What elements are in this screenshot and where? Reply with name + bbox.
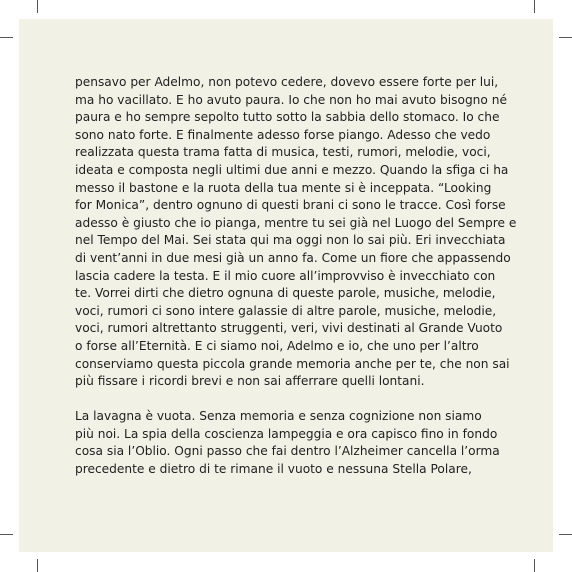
crop-mark-bottom-left: [37, 559, 38, 572]
text-line: sono nato forte. E finalmente adesso forse piango. Adesso che vedo: [75, 127, 491, 142]
text-line: adesso è giusto che io pianga, mentre tu sei già nel Luogo del Sempre e: [75, 215, 517, 230]
crop-mark-top-right: [534, 0, 535, 13]
text-line: ma ho vacillato. E ho avuto paura. Io che non ho mai avuto bisogno né: [75, 92, 507, 107]
text-line: paura e ho sempre sepolto tutto sotto la sabbia dello stomaco. Io che: [75, 110, 500, 125]
body-text: [75, 74, 515, 479]
crop-mark-right-top: [559, 37, 572, 38]
text-line: precedente e dietro di te rimane il vuoto e nessuna Stella Polare,: [75, 462, 472, 477]
text-line: La lavagna è vuota. Senza memoria e senza cognizione non siamo: [75, 409, 482, 424]
text-line: più fissare i ricordi brevi e non sai afferrare quelli lontani.: [75, 374, 425, 389]
crop-mark-bottom-right: [534, 559, 535, 572]
text-line: o forse all’Eternità. E ci siamo noi, Adelmo e io, che uno per l’altro: [75, 338, 479, 353]
text-line: ideata e composta negli ultimi due anni e mezzo. Quando la sfiga ci ha: [75, 162, 509, 177]
text-line: lascia cadere la testa. E il mio cuore all’improvviso è invecchiato con: [75, 268, 496, 283]
text-line: più noi. La spia della coscienza lampeggia e ora capisco fino in fondo: [75, 426, 498, 441]
text-line: te. Vorrei dirti che dietro ognuna di queste parole, musiche, melodie,: [75, 286, 496, 301]
text-line: realizzata questa trama fatta di musica, testi, rumori, melodie, voci,: [75, 145, 491, 160]
text-line: voci, rumori ci sono intere galassie di altre parole, musiche, melodie,: [75, 303, 497, 318]
paragraph: [75, 408, 515, 478]
paragraph-gap: [75, 391, 515, 409]
text-line: di vent’anni in due mesi già un anno fa. Come un fiore che appassendo: [75, 250, 511, 265]
text-line: for Monica”, dentro ognuno di questi brani ci sono le tracce. Così forse: [75, 198, 506, 213]
crop-mark-right-bottom: [559, 534, 572, 535]
text-line: voci, rumori altrettanto struggenti, veri, vivi destinati al Grande Vuoto: [75, 321, 503, 336]
crop-mark-left-bottom: [0, 534, 13, 535]
crop-mark-top-left: [37, 0, 38, 13]
text-line: messo il bastone e la ruota della tua mente si è inceppata. “Looking: [75, 180, 492, 195]
text-line: conserviamo questa piccola grande memoria anche per te, che non sai: [75, 356, 510, 371]
crop-mark-left-top: [0, 37, 13, 38]
text-line: nel Tempo del Mai. Sei stata qui ma oggi non lo sai più. Eri invecchiata: [75, 233, 506, 248]
paragraph: [75, 74, 515, 391]
text-line: pensavo per Adelmo, non potevo cedere, dovevo essere forte per lui,: [75, 75, 499, 89]
text-line: cosa sia l’Oblio. Ogni passo che fai dentro l’Alzheimer cancella l’orma: [75, 444, 500, 459]
